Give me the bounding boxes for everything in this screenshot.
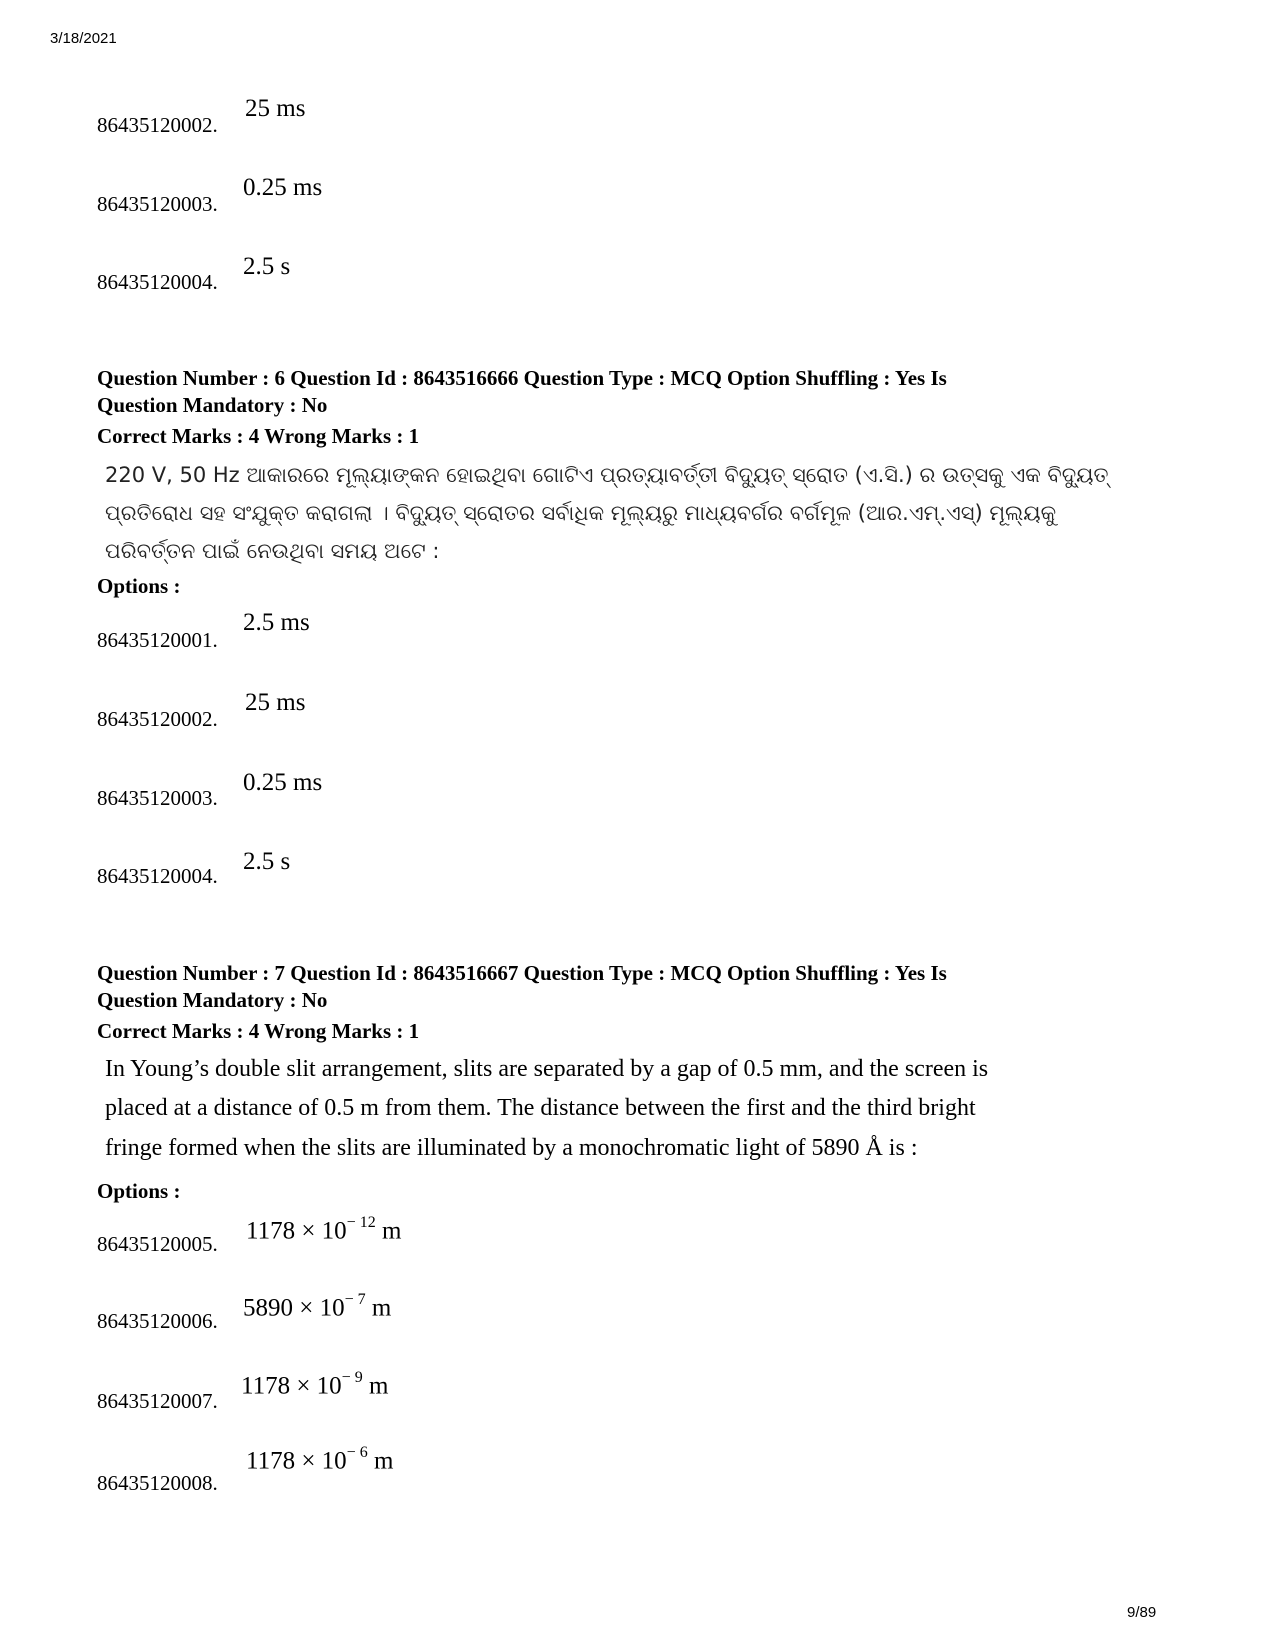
option-unit: m xyxy=(371,1294,392,1322)
option-base: 5890 × 10 xyxy=(243,1294,345,1322)
option-id: 86435120003. xyxy=(97,192,218,216)
option-value: 25 ms xyxy=(245,95,306,122)
option-unit: m xyxy=(368,1372,389,1400)
option-unit: m xyxy=(381,1217,402,1245)
marks-line: Correct Marks : 4 Wrong Marks : 1 xyxy=(97,1019,420,1043)
option-value: 0.25 ms xyxy=(243,174,323,201)
option-value: 2.5 ms xyxy=(243,609,310,636)
option-value xyxy=(246,1216,401,1245)
page-number: 9/89 xyxy=(1127,1604,1157,1621)
option-value xyxy=(246,1446,393,1475)
option-value: 2.5 s xyxy=(243,848,291,875)
question-text-line: fringe formed when the slits are illuminated by a monochromatic light of 5890 Å is : xyxy=(105,1135,918,1161)
option-id: 86435120001. xyxy=(97,628,218,652)
option-id: 86435120004. xyxy=(97,864,218,888)
option-unit: m xyxy=(373,1447,394,1475)
option-exponent: − 9 xyxy=(341,1369,363,1386)
option-exponent: − 12 xyxy=(346,1214,376,1231)
question-text-line: placed at a distance of 0.5 m from them. The distance between the first and the third bright xyxy=(105,1095,976,1121)
question-header-cont: Question Mandatory : No xyxy=(97,393,328,417)
option-value: 2.5 s xyxy=(243,253,291,280)
question-text: 220 V, 50 Hz ଆକାରରେ ମୂଲ୍ୟାଙ୍କନ ହୋଇଥିବା ଗୋଟିଏ ପ୍ରତ୍ୟାବର୍ତ୍ତୀ ବିଦ୍ୟୁତ୍ ସ୍ରୋତ (ଏ.ସି.) ର ଉତ୍ସକୁ ଏକ ବିଦ୍ୟୁତ୍ ପ୍ରତିରୋଧ ସହ ସଂଯୁକ୍ତ କରାଗଲା । ବିଦ୍ୟୁତ୍ ସ୍ରୋତର ସର୍ବାଧିକ ମୂଲ୍ୟରୁ ମାଧ୍ୟବର୍ଗର ବର୍ଗମୂଳ (ଆର.ଏମ୍.ଏସ୍) ମୂଲ୍ୟକୁ ପରିବର୍ତ୍ତନ ପାଇଁ ନେଉଥିବା ସମୟ ଅଟେ : xyxy=(105,463,1109,563)
question-header: Question Number : 6 Question Id : 8643516666 Question Type : MCQ Option Shuffling : Yes Is xyxy=(97,366,947,390)
marks-line: Correct Marks : 4 Wrong Marks : 1 xyxy=(97,424,420,448)
option-id: 86435120003. xyxy=(97,786,218,810)
option-value: 25 ms xyxy=(245,689,306,716)
option-value xyxy=(243,1293,391,1322)
options-label: Options : xyxy=(97,574,181,598)
option-id: 86435120006. xyxy=(97,1309,218,1333)
option-id: 86435120002. xyxy=(97,113,218,137)
option-id: 86435120005. xyxy=(97,1232,218,1256)
question-header-cont: Question Mandatory : No xyxy=(97,988,328,1012)
option-id: 86435120002. xyxy=(97,707,218,731)
option-exponent: − 6 xyxy=(346,1444,368,1461)
option-id: 86435120007. xyxy=(97,1389,218,1413)
option-id: 86435120004. xyxy=(97,270,218,294)
print-date: 3/18/2021 xyxy=(50,30,117,47)
question-header: Question Number : 7 Question Id : 8643516667 Question Type : MCQ Option Shuffling : Yes Is xyxy=(97,961,947,985)
option-base: 1178 × 10 xyxy=(241,1372,342,1400)
option-value: 0.25 ms xyxy=(243,769,323,796)
option-base: 1178 × 10 xyxy=(246,1217,347,1245)
question-text-line: In Young’s double slit arrangement, slits are separated by a gap of 0.5 mm, and the screen is xyxy=(105,1056,989,1082)
option-base: 1178 × 10 xyxy=(246,1447,347,1475)
option-value xyxy=(241,1371,388,1400)
option-id: 86435120008. xyxy=(97,1471,218,1495)
option-exponent: − 7 xyxy=(344,1291,366,1308)
options-label: Options : xyxy=(97,1179,181,1203)
